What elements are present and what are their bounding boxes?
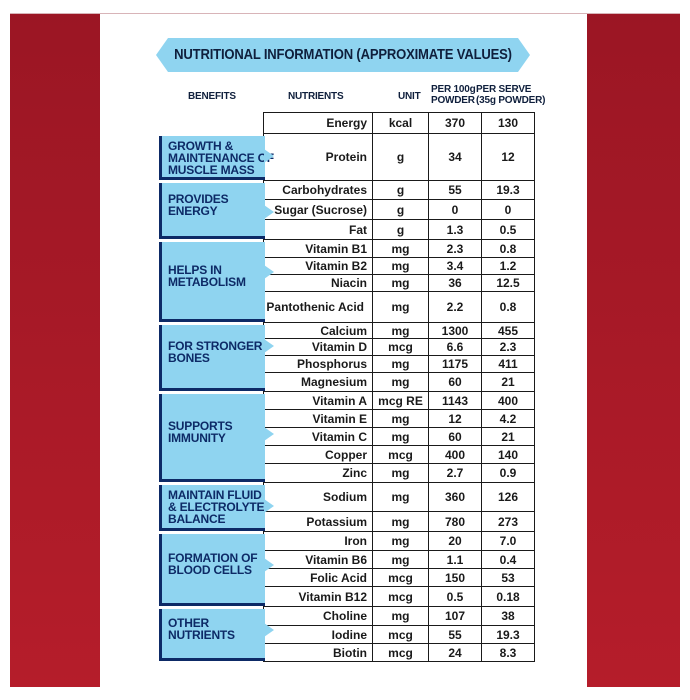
perserve-cell: 0.4	[481, 550, 535, 569]
benefit-label-line: BLOOD CELLS	[168, 563, 252, 577]
benefit-label	[168, 489, 264, 525]
per100-cell: 34	[428, 133, 482, 181]
unit-cell: g	[372, 199, 429, 220]
per100-cell: 150	[428, 568, 482, 587]
perserve-cell: 140	[481, 445, 535, 464]
perserve-cell: 1.2	[481, 257, 535, 275]
left-red-stripe	[10, 13, 100, 687]
nutrient-cell: Fat	[263, 219, 373, 240]
pointer-arrow-icon	[264, 623, 274, 637]
nutrient-cell: Vitamin E	[263, 409, 373, 428]
benefit-label-line: GROWTH &	[168, 139, 234, 153]
nutrient-cell: Folic Acid	[263, 568, 373, 587]
per100-cell: 12	[428, 409, 482, 428]
nutrient-cell: Vitamin B12	[263, 586, 373, 607]
benefit-label-line: IMMUNITY	[168, 431, 226, 445]
unit-cell: mg	[372, 427, 429, 446]
benefit-group	[159, 534, 265, 606]
unit-cell: mg	[372, 550, 429, 569]
per100-cell: 6.6	[428, 338, 482, 356]
nutrient-cell: Choline	[263, 606, 373, 626]
perserve-cell: 19.3	[481, 625, 535, 644]
per100-cell: 0	[428, 199, 482, 220]
per100-cell: 0.5	[428, 586, 482, 607]
header-benefits: BENEFITS	[188, 91, 236, 102]
unit-cell: mg	[372, 511, 429, 532]
header-unit: UNIT	[398, 91, 421, 102]
title-banner	[168, 38, 518, 72]
per100-cell: 400	[428, 445, 482, 464]
per100-cell: 20	[428, 531, 482, 551]
benefit-label-line: BALANCE	[168, 512, 226, 526]
benefit-group	[159, 394, 265, 482]
title-text: NUTRITIONAL INFORMATION (APPROXIMATE VALUES)	[174, 47, 512, 63]
perserve-cell: 400	[481, 391, 535, 410]
header-perserve-line1: PER SERVE	[476, 84, 532, 95]
header-per100-line2: POWDER	[431, 95, 475, 106]
per100-cell: 1143	[428, 391, 482, 410]
per100-cell: 2.7	[428, 463, 482, 483]
benefit-label-line: BONES	[168, 351, 210, 365]
per100-cell: 1.1	[428, 550, 482, 569]
nutrient-cell: Niacin	[263, 274, 373, 292]
pointer-arrow-icon	[264, 339, 274, 353]
nutrient-cell: Vitamin A	[263, 391, 373, 410]
benefit-label	[168, 552, 257, 576]
benefit-label-line: MAINTAIN FLUID	[168, 488, 262, 502]
per100-cell: 1175	[428, 355, 482, 373]
benefit-label	[168, 140, 274, 176]
unit-cell: mg	[372, 531, 429, 551]
benefit-group	[159, 485, 265, 531]
pointer-arrow-icon	[264, 427, 274, 441]
perserve-cell: 8.3	[481, 643, 535, 662]
nutrient-cell: Zinc	[263, 463, 373, 483]
perserve-cell: 38	[481, 606, 535, 626]
per100-cell: 370	[428, 112, 482, 134]
benefit-label-line: ENERGY	[168, 204, 218, 218]
benefit-group	[159, 183, 265, 239]
unit-cell: kcal	[372, 112, 429, 134]
perserve-cell: 0	[481, 199, 535, 220]
nutrient-cell: Sodium	[263, 482, 373, 512]
pointer-arrow-icon	[264, 205, 274, 219]
pointer-arrow-icon	[264, 265, 274, 279]
perserve-cell: 12.5	[481, 274, 535, 292]
nutrient-cell: Vitamin B6	[263, 550, 373, 569]
benefit-label	[168, 264, 246, 288]
unit-cell: mg	[372, 355, 429, 373]
nutrient-cell: Calcium	[263, 322, 373, 339]
unit-cell: mcg	[372, 568, 429, 587]
nutrient-cell: Biotin	[263, 643, 373, 662]
benefit-label-line: FORMATION OF	[168, 551, 258, 565]
benefit-label-line: OTHER	[168, 616, 210, 630]
per100-cell: 55	[428, 625, 482, 644]
header-per100	[431, 84, 476, 106]
unit-cell: g	[372, 180, 429, 200]
perserve-cell: 7.0	[481, 531, 535, 551]
per100-cell: 107	[428, 606, 482, 626]
unit-cell: mg	[372, 274, 429, 292]
unit-cell: mcg	[372, 586, 429, 607]
nutrient-cell: Protein	[263, 133, 373, 181]
benefit-label	[168, 420, 232, 444]
unit-cell: mg	[372, 372, 429, 392]
per100-cell: 780	[428, 511, 482, 532]
benefit-label-line: & ELECTROLYTE	[168, 500, 265, 514]
benefit-label	[168, 340, 262, 364]
per100-cell: 36	[428, 274, 482, 292]
perserve-cell: 126	[481, 482, 535, 512]
nutrient-cell: Sugar (Sucrose)	[263, 199, 373, 220]
unit-cell: mg	[372, 463, 429, 483]
perserve-cell: 53	[481, 568, 535, 587]
unit-cell: mcg	[372, 338, 429, 356]
perserve-cell: 21	[481, 427, 535, 446]
perserve-cell: 12	[481, 133, 535, 181]
unit-cell: mg	[372, 322, 429, 339]
benefit-group	[159, 136, 274, 180]
nutrient-cell: Magnesium	[263, 372, 373, 392]
header-per100-line1: PER 100g	[431, 84, 476, 95]
unit-cell: mg	[372, 257, 429, 275]
perserve-cell: 19.3	[481, 180, 535, 200]
benefit-label-line: PROVIDES	[168, 192, 229, 206]
benefit-group	[159, 325, 265, 391]
unit-cell: mcg	[372, 445, 429, 464]
nutrient-cell: Vitamin B2	[263, 257, 373, 275]
perserve-cell: 4.2	[481, 409, 535, 428]
pointer-arrow-icon	[264, 499, 274, 513]
benefit-group	[159, 609, 265, 661]
benefit-label	[168, 617, 235, 641]
perserve-cell: 0.18	[481, 586, 535, 607]
unit-cell: g	[372, 133, 429, 181]
perserve-cell: 273	[481, 511, 535, 532]
unit-cell: mg	[372, 239, 429, 258]
benefit-label-line: FOR STRONGER	[168, 339, 263, 353]
benefit-group	[159, 242, 265, 322]
nutrient-cell: Vitamin D	[263, 338, 373, 356]
nutrient-cell: Potassium	[263, 511, 373, 532]
benefit-label	[168, 193, 228, 217]
unit-cell: mg	[372, 291, 429, 323]
per100-cell: 1300	[428, 322, 482, 339]
perserve-cell: 0.8	[481, 239, 535, 258]
header-perserve	[476, 84, 545, 106]
per100-cell: 3.4	[428, 257, 482, 275]
perserve-cell: 411	[481, 355, 535, 373]
perserve-cell: 2.3	[481, 338, 535, 356]
unit-cell: mg	[372, 606, 429, 626]
right-red-stripe	[587, 13, 680, 687]
unit-cell: mcg RE	[372, 391, 429, 410]
pointer-arrow-icon	[264, 149, 274, 163]
perserve-cell: 0.9	[481, 463, 535, 483]
benefit-label-line: HELPS IN	[168, 263, 222, 277]
per100-cell: 24	[428, 643, 482, 662]
nutrient-cell: Phosphorus	[263, 355, 373, 373]
nutrient-cell: Vitamin B1	[263, 239, 373, 258]
per100-cell: 60	[428, 372, 482, 392]
nutrient-cell: Iron	[263, 531, 373, 551]
perserve-cell: 0.5	[481, 219, 535, 240]
per100-cell: 60	[428, 427, 482, 446]
unit-cell: mcg	[372, 625, 429, 644]
header-nutrients: NUTRIENTS	[288, 91, 344, 102]
per100-cell: 2.2	[428, 291, 482, 323]
perserve-cell: 130	[481, 112, 535, 134]
header-perserve-line2: (35g POWDER)	[476, 95, 546, 106]
unit-cell: mcg	[372, 643, 429, 662]
benefit-label-line: MAINTENANCE OF	[168, 151, 274, 165]
perserve-cell: 21	[481, 372, 535, 392]
nutrient-cell: Iodine	[263, 625, 373, 644]
unit-cell: mg	[372, 482, 429, 512]
nutrient-cell: Vitamin C	[263, 427, 373, 446]
benefit-label-line: METABOLISM	[168, 275, 246, 289]
nutrient-cell: Energy	[263, 112, 373, 134]
nutrient-cell: Copper	[263, 445, 373, 464]
unit-cell: mg	[372, 409, 429, 428]
unit-cell: g	[372, 219, 429, 240]
nutrient-cell: Carbohydrates	[263, 180, 373, 200]
per100-cell: 360	[428, 482, 482, 512]
perserve-cell: 455	[481, 322, 535, 339]
benefit-label-line: SUPPORTS	[168, 419, 233, 433]
pointer-arrow-icon	[264, 558, 274, 572]
benefit-label-line: NUTRIENTS	[168, 628, 235, 642]
nutrient-cell: Pantothenic Acid	[263, 291, 373, 323]
per100-cell: 1.3	[428, 219, 482, 240]
per100-cell: 2.3	[428, 239, 482, 258]
perserve-cell: 0.8	[481, 291, 535, 323]
benefit-label-line: MUSCLE MASS	[168, 163, 255, 177]
per100-cell: 55	[428, 180, 482, 200]
